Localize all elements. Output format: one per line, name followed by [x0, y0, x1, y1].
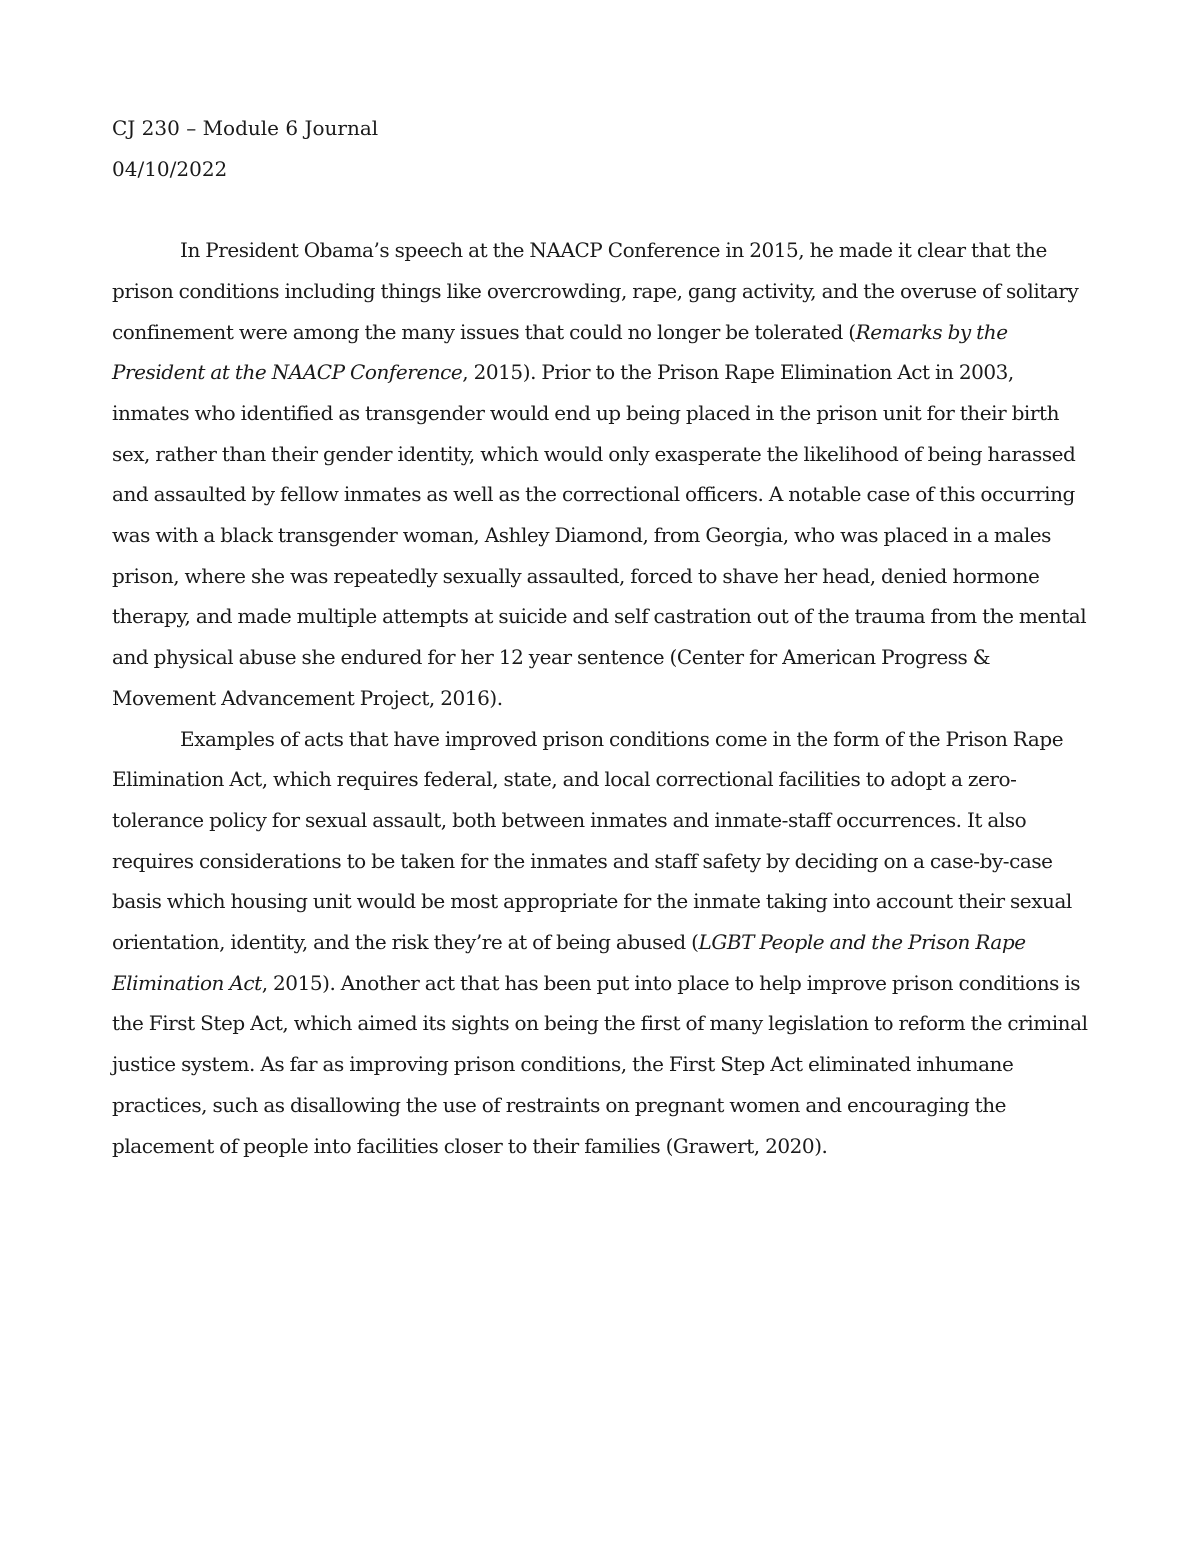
paragraph-2-text-a: Examples of acts that have improved prison conditions come in the form of the Prison Rape Elimination Act, which requires federal, state, and local correctional facilities to adopt a zero-tolerance policy for sexual assault, both between inmates and inmate-staff occurrences. It also requires considerations to be taken for the inmates and staff safety by deciding on a case-by-case basis which housing unit would be most appropriate for the inmate taking into account their sexual orientation, identity, and the risk they’re at of being abused (	[112, 726, 1072, 955]
paragraph-1-text-a: In President Obama’s speech at the NAACP Conference in 2015, he made it clear that the prison conditions including things like overcrowding, rape, gang activity, and the overuse of solitary confinement were among the many issues that could no longer be tolerated (	[112, 238, 1079, 344]
citation-title-lgbt-prea: LGBT People and the Prison Rape Elimination Act	[112, 930, 1026, 995]
spacer-line	[112, 189, 1088, 230]
paragraph-2-text-b: , 2015). Another act that has been put into place to help improve prison conditions is the First Step Act, which aimed its sights on being the first of many legislation to reform the criminal justice system. As far as improving prison conditions, the First Step Act eliminated inhumane practices, such as disallowing the use of restraints on pregnant women and encouraging the placement of people into facilities closer to their families (Grawert, 2020).	[112, 970, 1088, 1158]
citation-title-remarks: Remarks by the President at the NAACP Conference	[112, 319, 1008, 385]
paragraph-2	[112, 719, 1088, 1167]
paragraph-1	[112, 230, 1088, 718]
document-date: 04/10/2022	[112, 156, 228, 181]
course-title: CJ 230 – Module 6 Journal	[112, 116, 379, 140]
paragraph-1-text-b: , 2015). Prior to the Prison Rape Elimination Act in 2003, inmates who identified as transgender would end up being placed in the prison unit for their birth sex, rather than their gender identity, which would only exasperate the likelihood of being harassed and assaulted by fellow inmates as well as the correctional officers. A notable case of this occurring was with a black transgender woman, Ashley Diamond, from Georgia, who was placed in a males prison, where she was repeatedly sexually assaulted, forced to shave her head, denied hormone therapy, and made multiple attempts at suicide and self castration out of the trauma from the mental and physical abuse she endured for her 12 year sentence (Center for American Progress & Movement Advancement Project, 2016).	[112, 360, 1087, 710]
